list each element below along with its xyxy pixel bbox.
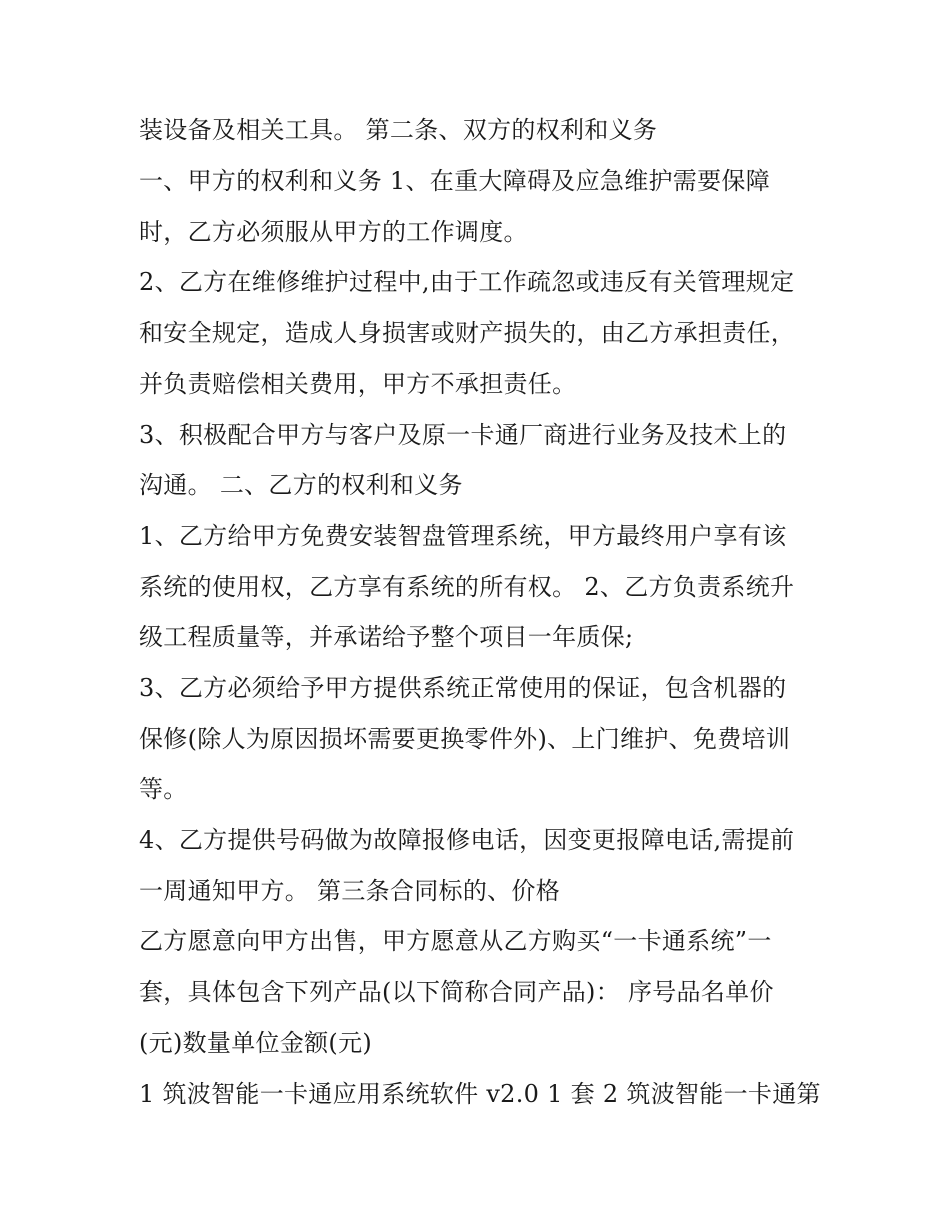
text-line: 4、乙方提供号码做为故障报修电话，因变更报障电话,需提前	[139, 826, 795, 854]
text-line: 沟通。 二、乙方的权利和义务	[139, 471, 463, 499]
text-line: 2、乙方在维修维护过程中,由于工作疏忽或违反有关管理规定	[139, 268, 795, 296]
text-line: 装设备及相关工具。 第二条、双方的权利和义务	[139, 116, 658, 144]
text-line: 时，乙方必须服从甲方的工作调度。	[139, 218, 528, 246]
text-line: 并负责赔偿相关费用，甲方不承担责任。	[139, 370, 577, 398]
text-line: 系统的使用权，乙方享有系统的所有权。 2、乙方负责系统升	[139, 573, 795, 601]
text-line: 级工程质量等，并承诺给予整个项目一年质保;	[139, 623, 634, 651]
text-line: 等。	[139, 775, 188, 803]
text-line: (元)数量单位金额(元)	[139, 1029, 373, 1057]
text-line: 3、积极配合甲方与客户及原一卡通厂商进行业务及技术上的	[139, 421, 787, 449]
text-line: 和安全规定，造成人身损害或财产损失的，由乙方承担责任，	[139, 319, 796, 347]
text-line: 一、甲方的权利和义务 1、在重大障碍及应急维护需要保障	[139, 167, 770, 195]
text-line: 3、乙方必须给予甲方提供系统正常使用的保证，包含机器的	[139, 674, 787, 702]
text-line: 1、乙方给甲方免费安装智盘管理系统，甲方最终用户享有该	[139, 522, 787, 550]
text-line: 套，具体包含下列产品(以下简称合同产品)： 序号品名单价	[139, 978, 774, 1006]
text-line: 1 筑波智能一卡通应用系统软件 v2.0 1 套 2 筑波智能一卡通第	[139, 1080, 821, 1108]
text-line: 乙方愿意向甲方出售，甲方愿意从乙方购买“一卡通系统”一	[139, 927, 772, 955]
text-line: 保修(除人为原因损坏需要更换零件外)、上门维护、免费培训	[139, 725, 791, 753]
text-line: 一周通知甲方。 第三条合同标的、价格	[139, 877, 561, 905]
